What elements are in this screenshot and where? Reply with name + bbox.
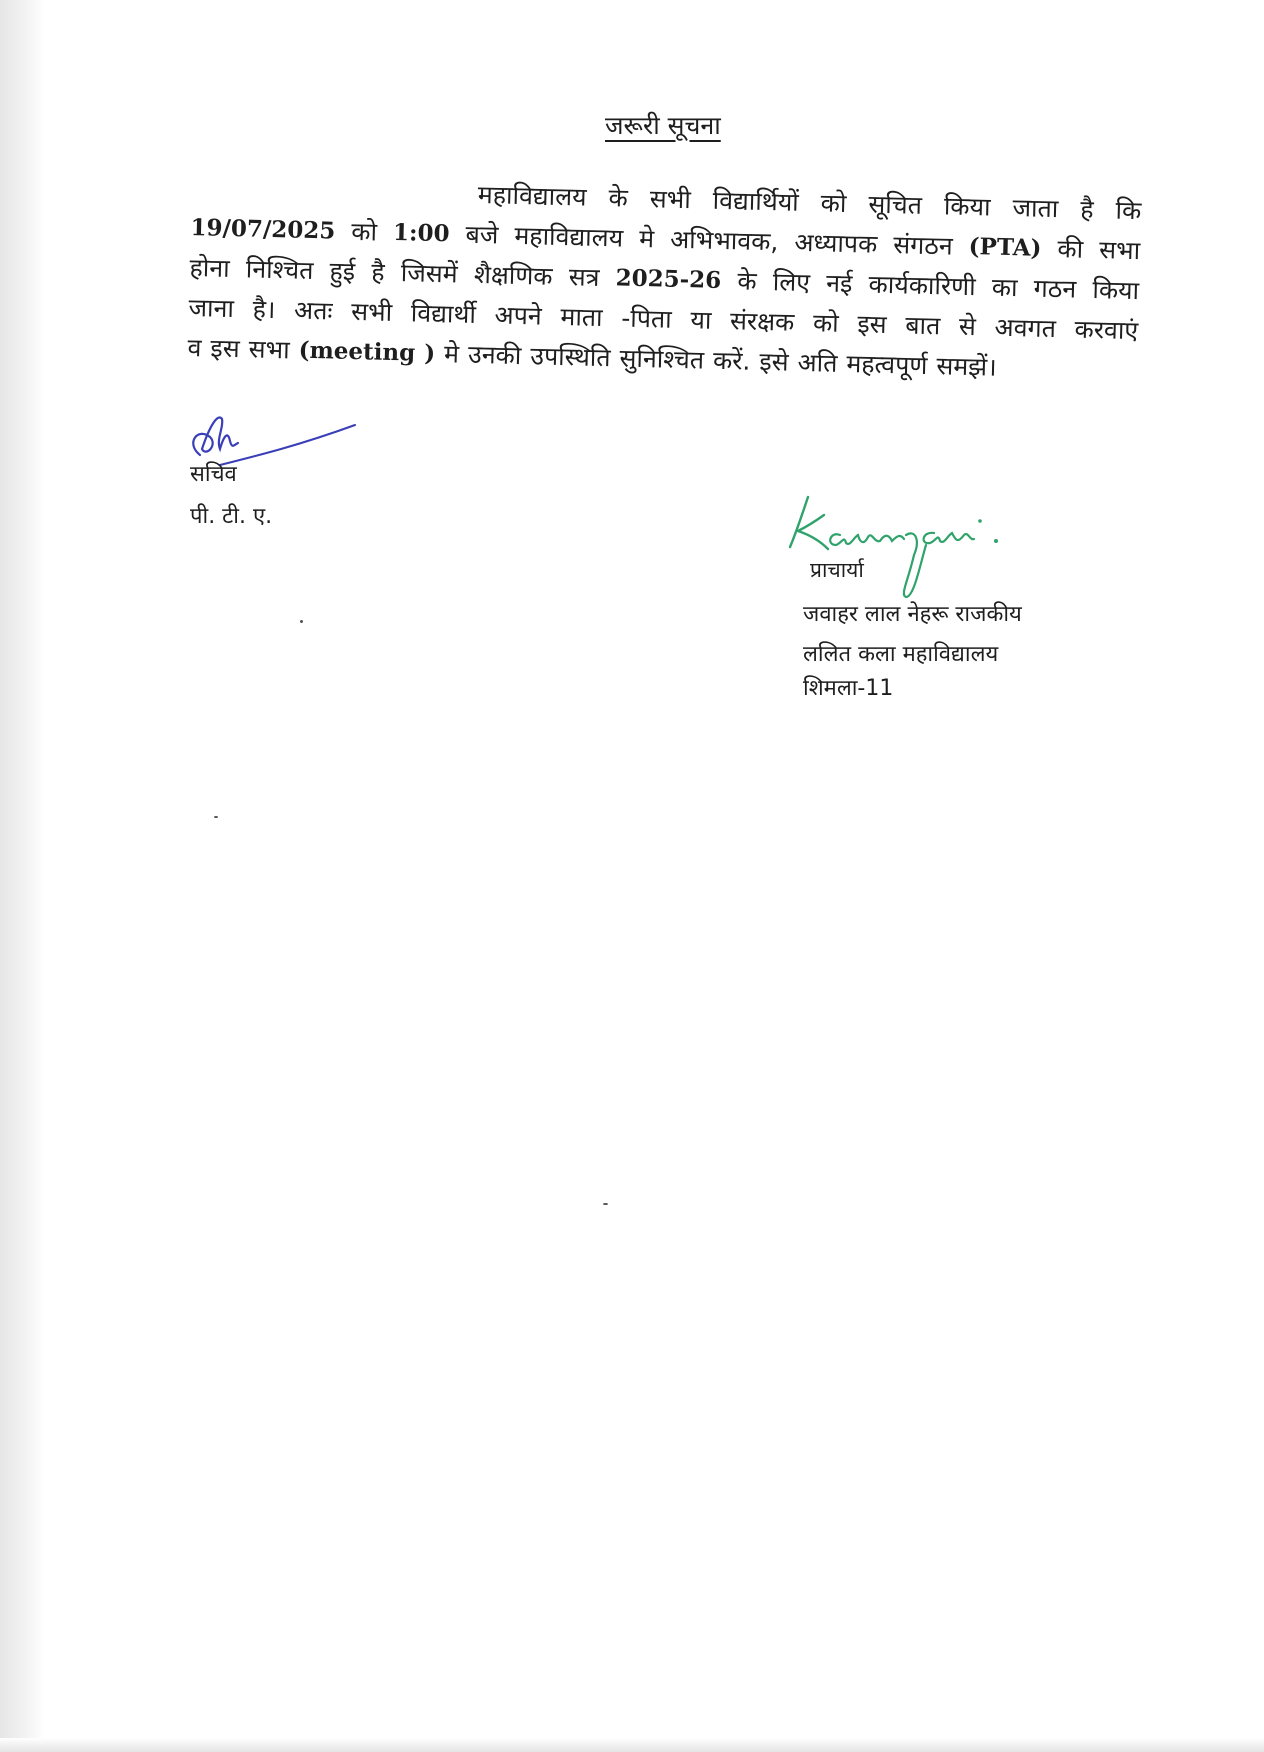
body-word: है। (252, 294, 276, 325)
body-word: का (991, 272, 1018, 303)
body-word: 19/07/2025 (190, 213, 336, 245)
body-word: (meeting (298, 336, 416, 367)
body-word: अवगत (994, 312, 1057, 344)
body-word: गठन (1033, 273, 1077, 304)
body-word: अभिभावक, (669, 224, 779, 257)
body-word: समझें। (936, 351, 997, 382)
college-location: शिमला-11 (803, 676, 894, 701)
body-word: महत्वपूर्ण (846, 349, 928, 381)
body-word: सत्र (568, 262, 600, 292)
body-word: शैक्षणिक (473, 259, 553, 291)
body-word: होना (189, 252, 231, 283)
body-word: सभी (649, 184, 692, 215)
scan-shadow-bottom (0, 1738, 1264, 1752)
body-word: माता (560, 302, 603, 333)
body-word: संरक्षक (729, 306, 795, 337)
scan-speck (300, 620, 303, 623)
scan-shadow-left (0, 0, 44, 1752)
body-word: है (1079, 194, 1094, 225)
body-word: बात (904, 310, 941, 341)
college-name-line-2: ललित कला महाविद्यालय (803, 642, 999, 667)
principal-designation: प्राचार्या (810, 558, 864, 582)
body-word: को (820, 188, 847, 218)
body-word: इस (857, 309, 887, 340)
pta-label: पी. टी. ए. (190, 504, 273, 529)
notice-title: जरूरी सूचना (605, 111, 721, 140)
body-word: करें. (712, 345, 751, 376)
body-word: लिए (772, 267, 811, 298)
body-word: हुई (329, 256, 356, 287)
body-word: मे (638, 223, 655, 254)
body-word: सभा (1098, 235, 1141, 266)
body-word: से (958, 311, 977, 342)
body-word: है (371, 257, 386, 287)
scan-speck (214, 816, 218, 818)
body-word: उनकी (467, 339, 522, 371)
body-word: इस (210, 333, 241, 364)
body-word: के (737, 266, 757, 296)
body-word: 2025-26 (615, 264, 722, 294)
secretary-designation: सचिव (190, 462, 237, 487)
body-word: ) (423, 339, 436, 367)
scan-speck (603, 1203, 608, 1205)
body-word: संगठन (892, 230, 954, 261)
body-word: निश्चित (245, 254, 314, 285)
body-word: व (187, 332, 202, 363)
body-word: नई (825, 268, 853, 299)
body-word: किया (943, 191, 991, 222)
body-word: अपने (494, 300, 543, 331)
body-word: अध्यापक (794, 227, 878, 259)
notice-body (187, 168, 1142, 391)
body-word: के (608, 183, 629, 213)
body-word: महाविद्यालय (477, 179, 587, 212)
body-word: कार्यकारिणी (868, 269, 977, 302)
body-word: सूचित (868, 189, 923, 220)
body-word: सभी (350, 296, 393, 327)
body-word: 1:00 (392, 218, 450, 248)
body-word: की (1057, 234, 1084, 264)
body-word: या (690, 305, 712, 335)
body-word: कि (1115, 195, 1142, 226)
body-word: सुनिश्चित (619, 343, 705, 375)
body-word: जिसमें (400, 258, 459, 289)
body-word: किया (1092, 275, 1140, 306)
principal-signature (780, 485, 1060, 605)
body-word: मे (443, 339, 460, 369)
body-word: उपस्थिति (529, 341, 611, 373)
body-word: अति (797, 347, 838, 378)
body-word: (PTA) (968, 233, 1042, 262)
body-word: जाता (1012, 193, 1059, 224)
body-word: विद्यार्थी (410, 298, 477, 329)
body-word: को (351, 216, 378, 247)
body-word: इसे (759, 346, 789, 377)
body-word: विद्यार्थियों (712, 185, 800, 217)
body-word: महाविद्यालय (514, 220, 624, 253)
body-word: करवाएं (1074, 314, 1139, 346)
college-name-line-1: जवाहर लाल नेहरू राजकीय (803, 602, 1022, 627)
body-word: बजे (465, 219, 499, 250)
body-word: जाना (188, 292, 235, 324)
body-word: सभा (248, 334, 290, 365)
body-word: को (812, 308, 840, 338)
body-word: अतः (293, 295, 333, 326)
body-word: -पिता (620, 303, 673, 334)
